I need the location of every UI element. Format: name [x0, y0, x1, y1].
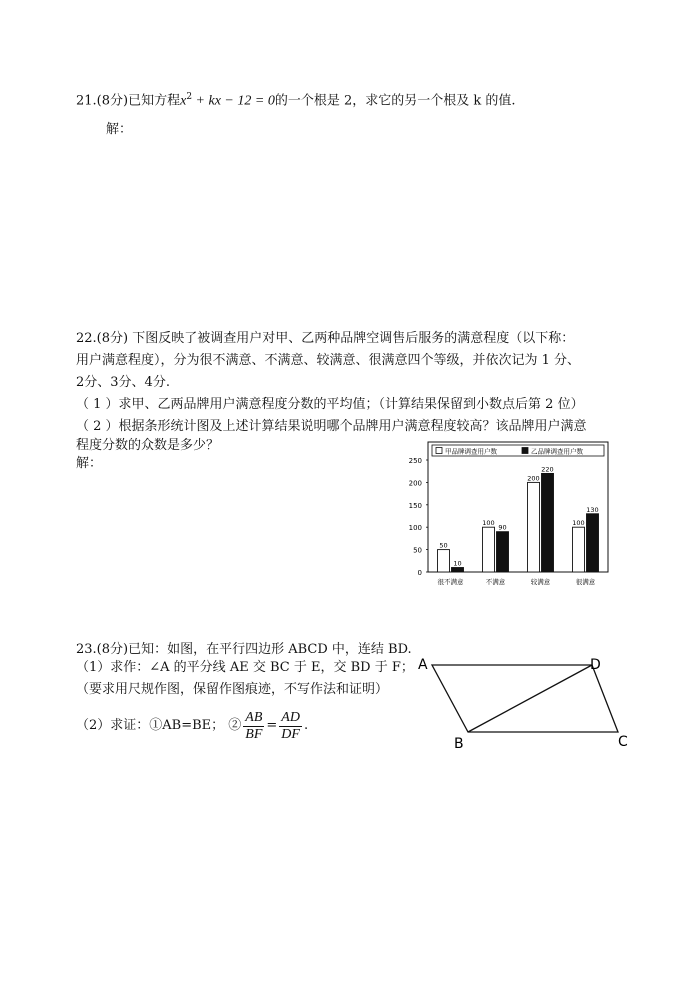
legend-swatch-series-2: [522, 448, 528, 454]
y-tick-label: 250: [408, 457, 422, 465]
y-tick-label: 50: [413, 546, 422, 555]
bar-series-2: [452, 568, 464, 572]
bar-series-1: [528, 482, 540, 572]
bar-data-label: 220: [541, 465, 554, 474]
y-tick-label: 0: [417, 569, 422, 577]
period: .: [303, 718, 309, 733]
chart-x-ticks: [438, 577, 596, 586]
vertex-label-b: B: [454, 736, 464, 750]
bar-series-1: [573, 527, 585, 572]
y-tick-label: 200: [408, 479, 422, 488]
fraction-ad-df: [279, 710, 302, 743]
x-tick-label: 很满意: [575, 578, 596, 586]
q21-suffix: 的一个根是 2，求它的另一个根及 k 的值.: [274, 93, 516, 109]
bar-series-2: [542, 473, 554, 572]
chart-y-ticks: [409, 457, 428, 577]
y-tick-label: 150: [408, 501, 422, 510]
q21-eq-rest: + kx − 12 = 0: [192, 93, 275, 109]
y-tick-label: 100: [408, 524, 422, 533]
bar-data-label: 100: [572, 519, 585, 528]
q21-eq-sup: 2: [186, 92, 193, 102]
bar-series-2: [587, 514, 599, 572]
chart-legend: [432, 445, 604, 456]
bar-data-label: 200: [527, 474, 540, 483]
q21-answer-label: 解：: [106, 122, 133, 137]
satisfaction-bar-chart: [400, 438, 620, 592]
legend-swatch-series-1: [436, 448, 442, 454]
q22-line2: 用户满意程度），分为很不满意、不满意、较满意、很满意四个等级，并依次记为 1 分、: [76, 353, 581, 368]
legend-label-series-2: 乙品牌调查用户数: [531, 447, 583, 456]
q21-prefix: 21.(8分)已知方程: [76, 93, 181, 109]
q23-line4-text: （2）求证：①AB=BE； ②: [76, 718, 242, 733]
bar-series-1: [438, 550, 450, 572]
parallelogram-figure: [410, 650, 640, 750]
vertex-label-d: D: [590, 657, 601, 673]
vertex-label-c: C: [618, 734, 628, 750]
vertex-label-a: A: [418, 657, 428, 673]
x-tick-label: 较满意: [530, 578, 551, 586]
q22-line5: （ 2 ）根据条形统计图及上述计算结果说明哪个品牌用户满意程度较高？该品牌用户满意: [76, 419, 587, 434]
bar-data-label: 10: [453, 559, 462, 568]
bar-series-1: [483, 527, 495, 572]
x-tick-label: 不满意: [485, 578, 506, 586]
bar-series-2: [497, 532, 509, 572]
bar-data-label: 100: [482, 519, 495, 528]
fraction-ab-bf: [243, 710, 264, 743]
q22-line4: （ 1 ）求甲、乙两品牌用户满意程度分数的平均值；（计算结果保留到小数点后第 2 位）: [76, 397, 584, 412]
fraction-numerator: AD: [281, 709, 300, 725]
fraction-denominator: DF: [281, 726, 300, 742]
bar-data-label: 90: [498, 523, 507, 532]
q23-line1: 23.(8分)已知：如图，在平行四边形 ABCD 中，连结 BD.: [76, 642, 412, 657]
q23-line3: （要求用尺规作图，保留作图痕迹，不写作法和证明）: [76, 682, 389, 697]
legend-label-series-1: 甲品牌调查用户数: [445, 447, 497, 456]
q23-line4: [76, 706, 308, 747]
equals-sign: =: [266, 718, 278, 733]
q22-line6: 程度分数的众数是多少？: [76, 438, 220, 453]
diagonal-bd: [468, 665, 592, 732]
q22-line3: 2分、3分、4分.: [76, 375, 170, 390]
bar-data-label: 130: [586, 505, 599, 514]
q21-eq-x2: x: [180, 93, 187, 109]
q22-line1: 22.(8分) 下图反映了被调查用户对甲、乙两种品牌空调售后服务的满意程度（以下称：: [76, 331, 575, 346]
parallelogram-abcd: [432, 665, 618, 732]
bar-data-label: 50: [439, 541, 448, 550]
fraction-numerator: AB: [245, 709, 263, 725]
x-tick-label: 很不满意: [437, 578, 464, 586]
q21-text: [76, 86, 516, 112]
q23-line2: （1）求作：∠A 的平分线 AE 交 BC 于 E，交 BD 于 F；: [76, 660, 414, 675]
fraction-denominator: BF: [245, 726, 263, 742]
q22-answer-label: 解：: [76, 456, 103, 471]
